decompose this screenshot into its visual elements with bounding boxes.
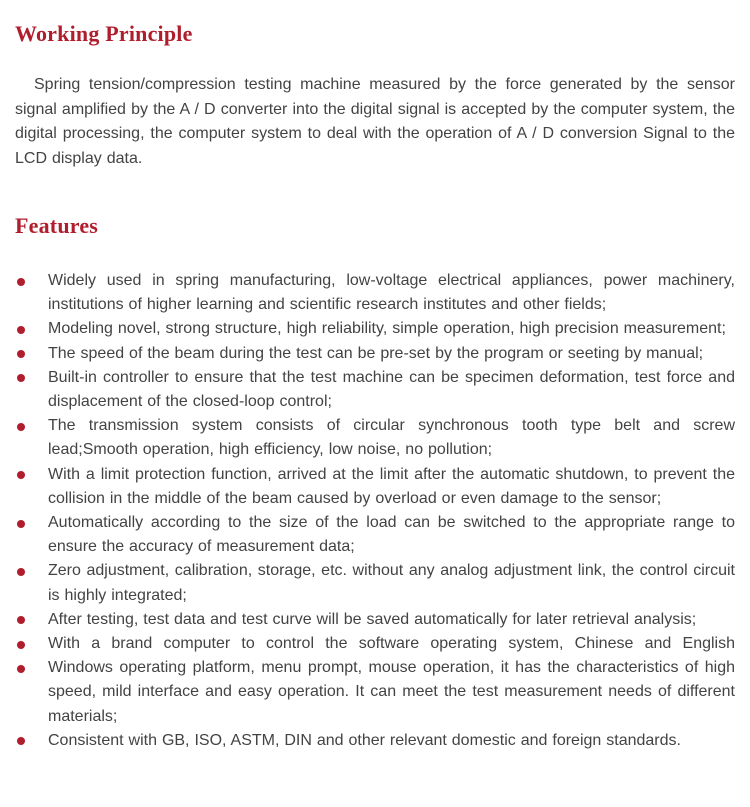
list-item bbox=[15, 342, 735, 366]
list-item bbox=[15, 608, 735, 632]
list-item bbox=[15, 317, 735, 341]
dot-bullet-icon bbox=[17, 374, 25, 382]
feature-item-text: With a limit protection function, arrived at the limit after the automatic shutdown, to prevent the collision in the middle of the beam caused by overload or even damage to the sensor; bbox=[48, 465, 735, 507]
feature-item-text: With a brand computer to control the software operating system, Chinese and English bbox=[48, 635, 735, 653]
list-item bbox=[15, 463, 735, 511]
list-item bbox=[15, 269, 735, 317]
dot-bullet-icon bbox=[17, 350, 25, 358]
feature-item-text: Modeling novel, strong structure, high reliability, simple operation, high precision measurement; bbox=[48, 320, 726, 338]
feature-item-text: Built-in controller to ensure that the test machine can be specimen deformation, test force and displacement of the closed-loop control; bbox=[48, 368, 735, 411]
feature-item-text: Automatically according to the size of the load can be switched to the appropriate range to ensure the accuracy of measurement data; bbox=[48, 514, 735, 556]
dot-bullet-icon bbox=[17, 568, 25, 576]
dot-bullet-icon bbox=[17, 423, 25, 431]
feature-item-text: The transmission system consists of circular synchronous tooth type belt and screw lead;Smooth operation, high efficiency, low noise, no pollution; bbox=[48, 417, 735, 459]
list-item bbox=[15, 632, 735, 656]
list-item bbox=[15, 414, 735, 462]
list-item bbox=[15, 559, 735, 607]
dot-bullet-icon bbox=[17, 471, 25, 479]
working-principle-paragraph: Spring tension/compression testing machine measured by the force generated by the sensor signal amplified by the A / D converter into the digital signal is accepted by the computer system, the digital processing, the computer system to deal with the operation of A / D conversion Signal to the LCD display data. bbox=[15, 76, 735, 167]
feature-item-text: After testing, test data and test curve will be saved automatically for later retrieval analysis; bbox=[48, 610, 697, 628]
dot-bullet-icon bbox=[17, 326, 25, 334]
list-item bbox=[15, 656, 735, 729]
features-heading: Features bbox=[15, 213, 99, 238]
feature-item-text: Windows operating platform, menu prompt, mouse operation, it has the characteristics of high speed, mild interface and easy operation. It can meet the test measurement needs of different materials; bbox=[48, 659, 735, 725]
dot-bullet-icon bbox=[17, 665, 25, 673]
list-item bbox=[15, 511, 735, 559]
feature-item-text: Zero adjustment, calibration, storage, etc. without any analog adjustment link, the control circuit is highly integrated; bbox=[48, 562, 735, 604]
feature-item-text: Widely used in spring manufacturing, low-voltage electrical appliances, power machinery, institutions of higher learning and scientific research institutes and other fields; bbox=[48, 272, 735, 314]
list-item bbox=[15, 729, 735, 753]
feature-item-text: Consistent with GB, ISO, ASTM, DIN and other relevant domestic and foreign standards. bbox=[48, 731, 681, 749]
feature-item-text: The speed of the beam during the test can be pre-set by the program or seeting by manual; bbox=[48, 344, 704, 362]
list-item bbox=[15, 366, 735, 414]
working-principle-heading: Working Principle bbox=[15, 21, 193, 46]
dot-bullet-icon bbox=[17, 278, 25, 286]
dot-bullet-icon bbox=[17, 616, 25, 624]
dot-bullet-icon bbox=[17, 641, 25, 649]
dot-bullet-icon bbox=[17, 520, 25, 528]
dot-bullet-icon bbox=[17, 737, 25, 745]
features-list bbox=[15, 269, 735, 753]
